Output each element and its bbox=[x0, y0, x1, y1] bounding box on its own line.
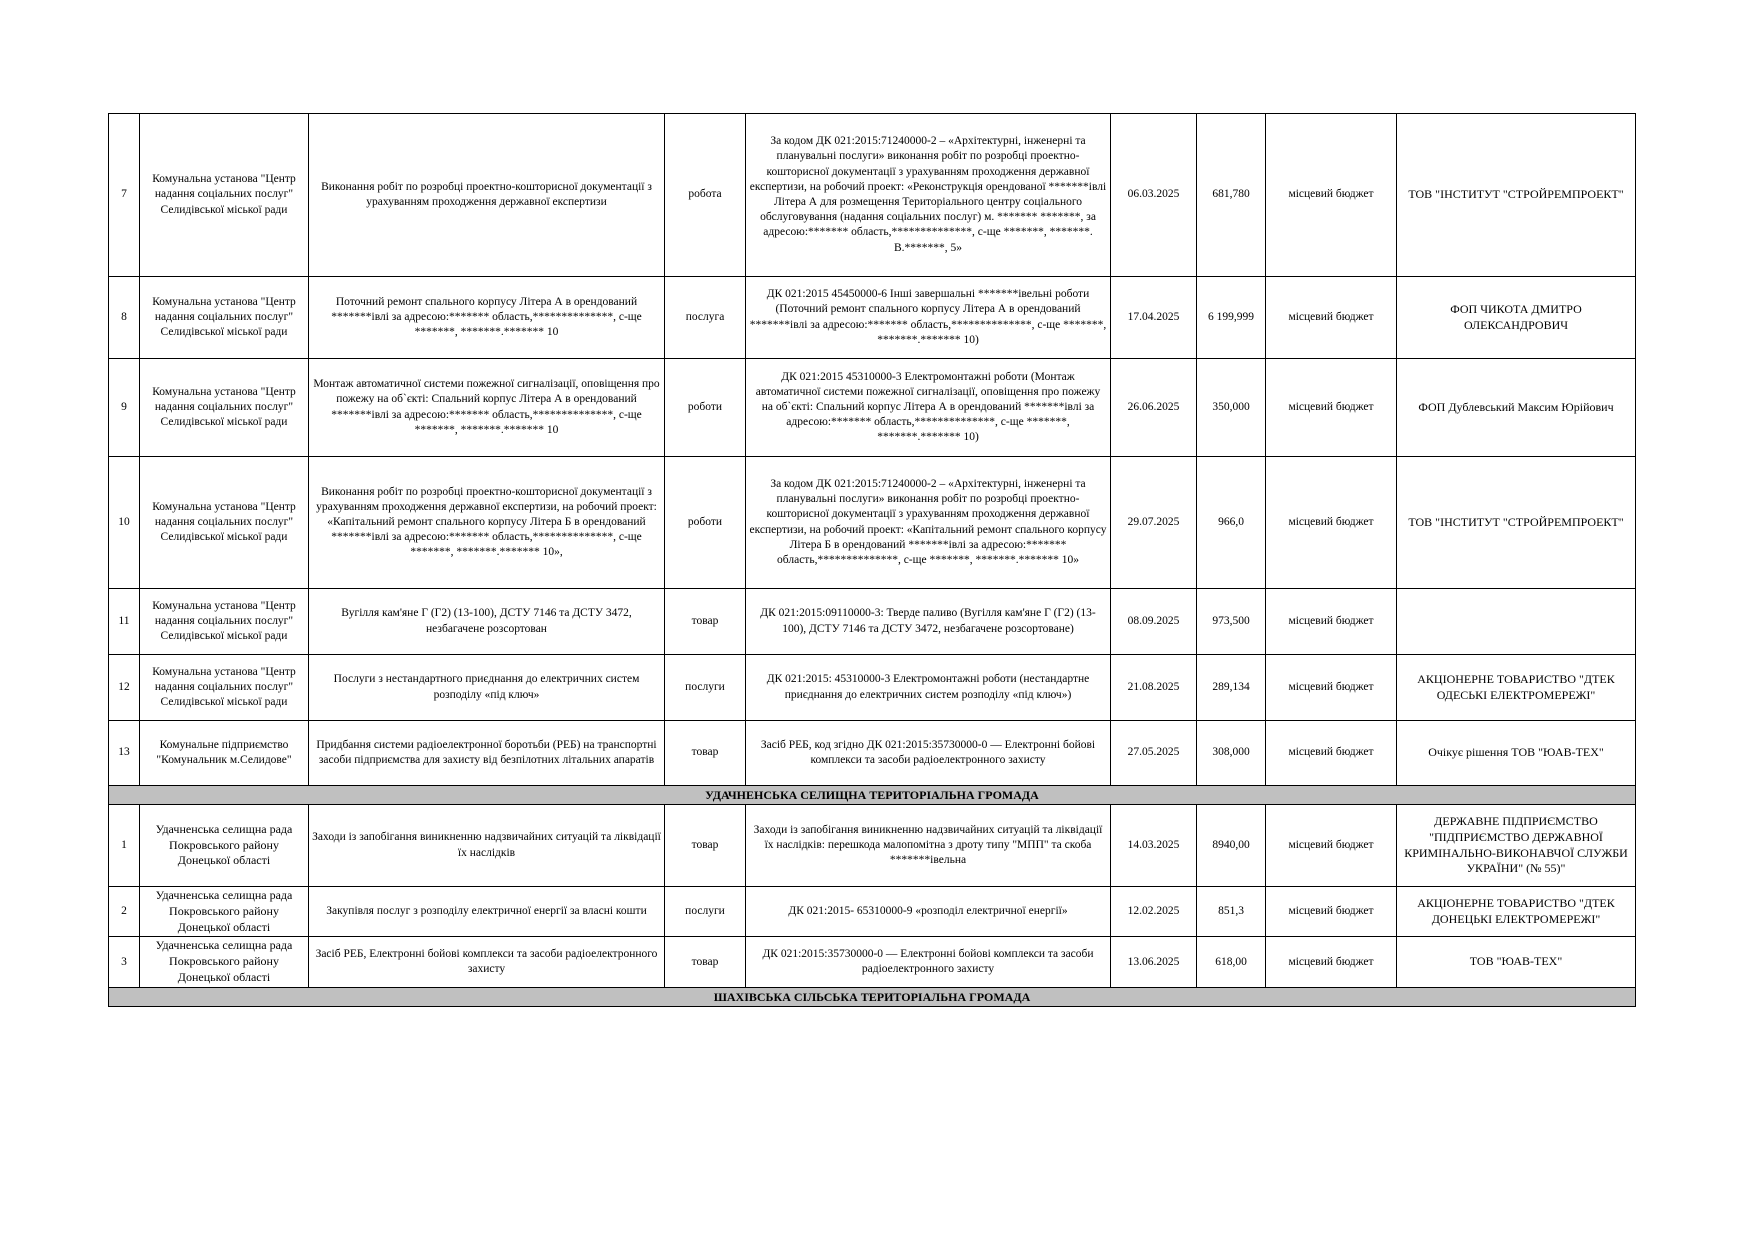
subject-cell: Вугілля кам'яне Г (Г2) (13-100), ДСТУ 7146 та ДСТУ 3472, незбагачене розсортован bbox=[309, 589, 665, 655]
amount-cell: 289,134 bbox=[1197, 655, 1266, 721]
table-row bbox=[109, 937, 1636, 987]
procurement-table bbox=[108, 113, 1636, 1007]
supplier-cell: ФОП Дублевський Максим Юрійович bbox=[1397, 359, 1636, 457]
code-cell: ДК 021:2015:09110000-3: Тверде паливо (Вугілля кам'яне Г (Г2) (13-100), ДСТУ 7146 та ДСТУ 3472, незбагачене розсортоване) bbox=[746, 589, 1111, 655]
amount-cell: 681,780 bbox=[1197, 114, 1266, 277]
code-cell: ДК 021:2015 45310000-3 Електромонтажні роботи (Монтаж автоматичної системи пожежної сигналізації, оповіщення про пожежу на об`єкті: Спальний корпус Літера А в орендований *******івлі за адресою:******* область,**************, с-ще *******, *******.******* 10) bbox=[746, 359, 1111, 457]
date-cell: 29.07.2025 bbox=[1111, 457, 1197, 589]
customer-cell: Комунальне підприємство "Комунальник м.Селидове" bbox=[140, 721, 309, 786]
code-cell: ДК 021:2015:35730000-0 — Електронні бойові комплекси та засоби радіоелектронного захисту bbox=[746, 937, 1111, 987]
supplier-cell: Очікує рішення ТОВ "ЮАВ-ТЕХ" bbox=[1397, 721, 1636, 786]
code-cell: ДК 021:2015- 65310000-9 «розподіл електричної енергії» bbox=[746, 887, 1111, 937]
subject-cell: Закупівля послуг з розподілу електричної енергії за власні кошти bbox=[309, 887, 665, 937]
row-number: 10 bbox=[109, 457, 140, 589]
budget-cell: місцевий бюджет bbox=[1266, 805, 1397, 887]
table-row bbox=[109, 277, 1636, 359]
row-number: 13 bbox=[109, 721, 140, 786]
table-row bbox=[109, 457, 1636, 589]
row-number: 11 bbox=[109, 589, 140, 655]
row-number: 7 bbox=[109, 114, 140, 277]
type-cell: робота bbox=[665, 114, 746, 277]
customer-cell: Комунальна установа "Центр надання соціальних послуг" Селидівської міської ради bbox=[140, 589, 309, 655]
budget-cell: місцевий бюджет bbox=[1266, 114, 1397, 277]
row-number: 3 bbox=[109, 937, 140, 987]
subject-cell: Монтаж автоматичної системи пожежної сигналізації, оповіщення про пожежу на об`єкті: Спальний корпус Літера А в орендований *******івлі за адресою:******* область,**************, с-ще *******, *******.******* 10 bbox=[309, 359, 665, 457]
type-cell: роботи bbox=[665, 457, 746, 589]
date-cell: 14.03.2025 bbox=[1111, 805, 1197, 887]
code-cell: ДК 021:2015: 45310000-3 Електромонтажні роботи (нестандартне приєднання до електричних систем розподілу «під ключ») bbox=[746, 655, 1111, 721]
row-number: 2 bbox=[109, 887, 140, 937]
date-cell: 17.04.2025 bbox=[1111, 277, 1197, 359]
table-row bbox=[109, 114, 1636, 277]
supplier-cell: ТОВ "ІНСТИТУТ "СТРОЙРЕМПРОЕКТ" bbox=[1397, 114, 1636, 277]
table-row bbox=[109, 589, 1636, 655]
customer-cell: Комунальна установа "Центр надання соціальних послуг" Селидівської міської ради bbox=[140, 457, 309, 589]
amount-cell: 966,0 bbox=[1197, 457, 1266, 589]
code-cell: ДК 021:2015 45450000-6 Інші завершальні *******івельні роботи (Поточний ремонт спального корпусу Літера А в орендований *******івлі за адресою:******* область,**************, с-ще *******, *******.******* 10) bbox=[746, 277, 1111, 359]
date-cell: 12.02.2025 bbox=[1111, 887, 1197, 937]
supplier-cell: ТОВ "ІНСТИТУТ "СТРОЙРЕМПРОЕКТ" bbox=[1397, 457, 1636, 589]
date-cell: 26.06.2025 bbox=[1111, 359, 1197, 457]
section-row bbox=[109, 987, 1636, 1006]
table-row bbox=[109, 805, 1636, 887]
supplier-cell: ТОВ "ЮАВ-ТЕХ" bbox=[1397, 937, 1636, 987]
table-row bbox=[109, 359, 1636, 457]
budget-cell: місцевий бюджет bbox=[1266, 655, 1397, 721]
row-number: 8 bbox=[109, 277, 140, 359]
date-cell: 08.09.2025 bbox=[1111, 589, 1197, 655]
budget-cell: місцевий бюджет bbox=[1266, 887, 1397, 937]
budget-cell: місцевий бюджет bbox=[1266, 277, 1397, 359]
row-number: 12 bbox=[109, 655, 140, 721]
amount-cell: 350,000 bbox=[1197, 359, 1266, 457]
subject-cell: Виконання робіт по розробці проектно-кошторисної документації з урахуванням проходження державної експертизи bbox=[309, 114, 665, 277]
type-cell: товар bbox=[665, 805, 746, 887]
type-cell: товар bbox=[665, 937, 746, 987]
customer-cell: Удачненська селищна рада Покровського району Донецької області bbox=[140, 887, 309, 937]
amount-cell: 8940,00 bbox=[1197, 805, 1266, 887]
subject-cell: Послуги з нестандартного приєднання до електричних систем розподілу «під ключ» bbox=[309, 655, 665, 721]
row-number: 9 bbox=[109, 359, 140, 457]
date-cell: 06.03.2025 bbox=[1111, 114, 1197, 277]
table-row bbox=[109, 721, 1636, 786]
type-cell: роботи bbox=[665, 359, 746, 457]
amount-cell: 851,3 bbox=[1197, 887, 1266, 937]
code-cell: За кодом ДК 021:2015:71240000-2 – «Архітектурні, інженерні та планувальні послуги» виконання робіт по розробці проектно-кошторисної документації з урахуванням проходження державної експертизи, на робочий проект: «Реконструкція орендованої *******івлі Літера А для розмещення Територіального центру соціального обслуговування (надання соціальних послуг) м. ******* *******, за адресою:******* область,**************, с-ще *******, *******. В.*******, 5» bbox=[746, 114, 1111, 277]
budget-cell: місцевий бюджет bbox=[1266, 359, 1397, 457]
date-cell: 13.06.2025 bbox=[1111, 937, 1197, 987]
amount-cell: 6 199,999 bbox=[1197, 277, 1266, 359]
section-header-shakhove: ШАХІВСЬКА СІЛЬСЬКА ТЕРИТОРІАЛЬНА ГРОМАДА bbox=[109, 987, 1636, 1006]
customer-cell: Комунальна установа "Центр надання соціальних послуг" Селидівської міської ради bbox=[140, 114, 309, 277]
subject-cell: Виконання робіт по розробці проектно-кошторисної документації з урахуванням проходження державної експертизи, на робочий проект: «Капітальний ремонт спального корпусу Літера Б в орендований *******івлі за адресою:******* область,**************, с-ще *******, *******.******* 10», bbox=[309, 457, 665, 589]
budget-cell: місцевий бюджет bbox=[1266, 457, 1397, 589]
supplier-cell: ДЕРЖАВНЕ ПІДПРИЄМСТВО "ПІДПРИЄМСТВО ДЕРЖАВНОЇ КРИМІНАЛЬНО-ВИКОНАВЧОЇ СЛУЖБИ УКРАЇНИ" (№ 55)" bbox=[1397, 805, 1636, 887]
budget-cell: місцевий бюджет bbox=[1266, 589, 1397, 655]
section-header-udachne: УДАЧНЕНСЬКА СЕЛИЩНА ТЕРИТОРІАЛЬНА ГРОМАДА bbox=[109, 786, 1636, 805]
supplier-cell: АКЦІОНЕРНЕ ТОВАРИСТВО "ДТЕК ДОНЕЦЬКІ ЕЛЕКТРОМЕРЕЖІ" bbox=[1397, 887, 1636, 937]
code-cell: Засіб РЕБ, код згідно ДК 021:2015:35730000-0 — Електронні бойові комплекси та засоби радіоелектронного захисту bbox=[746, 721, 1111, 786]
type-cell: товар bbox=[665, 589, 746, 655]
code-cell: За кодом ДК 021:2015:71240000-2 – «Архітектурні, інженерні та планувальні послуги» виконання робіт по розробці проектно-кошторисної документації з урахуванням проходження державної експертизи, на робочий проект: «Капітальний ремонт спального корпусу Літера Б в орендований *******івлі за адресою:******* область,**************, с-ще *******, *******.******* 10» bbox=[746, 457, 1111, 589]
subject-cell: Придбання системи радіоелектронної боротьби (РЕБ) на транспортні засоби підприємства для захисту від безпілотних літальних апаратів bbox=[309, 721, 665, 786]
supplier-cell: ФОП ЧИКОТА ДМИТРО ОЛЕКСАНДРОВИЧ bbox=[1397, 277, 1636, 359]
supplier-cell: АКЦІОНЕРНЕ ТОВАРИСТВО "ДТЕК ОДЕСЬКІ ЕЛЕКТРОМЕРЕЖІ" bbox=[1397, 655, 1636, 721]
type-cell: послуга bbox=[665, 277, 746, 359]
row-number: 1 bbox=[109, 805, 140, 887]
date-cell: 21.08.2025 bbox=[1111, 655, 1197, 721]
budget-cell: місцевий бюджет bbox=[1266, 721, 1397, 786]
budget-cell: місцевий бюджет bbox=[1266, 937, 1397, 987]
subject-cell: Поточний ремонт спального корпусу Літера А в орендований *******івлі за адресою:******* область,**************, с-ще *******, *******.******* 10 bbox=[309, 277, 665, 359]
customer-cell: Комунальна установа "Центр надання соціальних послуг" Селидівської міської ради bbox=[140, 277, 309, 359]
date-cell: 27.05.2025 bbox=[1111, 721, 1197, 786]
subject-cell: Заходи із запобігання виникненню надзвичайних ситуацій та ліквідації їх наслідків bbox=[309, 805, 665, 887]
table-row bbox=[109, 655, 1636, 721]
customer-cell: Удачненська селищна рада Покровського району Донецької області bbox=[140, 805, 309, 887]
section-row bbox=[109, 786, 1636, 805]
code-cell: Заходи із запобігання виникненню надзвичайних ситуацій та ліквідації їх наслідків: перешкода малопомітна з дроту типу "МПП" та скоба *******івельна bbox=[746, 805, 1111, 887]
amount-cell: 618,00 bbox=[1197, 937, 1266, 987]
supplier-cell bbox=[1397, 589, 1636, 655]
subject-cell: Засіб РЕБ, Електронні бойові комплекси та засоби радіоелектронного захисту bbox=[309, 937, 665, 987]
amount-cell: 973,500 bbox=[1197, 589, 1266, 655]
customer-cell: Комунальна установа "Центр надання соціальних послуг" Селидівської міської ради bbox=[140, 655, 309, 721]
customer-cell: Удачненська селищна рада Покровського району Донецької області bbox=[140, 937, 309, 987]
type-cell: послуги bbox=[665, 887, 746, 937]
type-cell: товар bbox=[665, 721, 746, 786]
type-cell: послуги bbox=[665, 655, 746, 721]
amount-cell: 308,000 bbox=[1197, 721, 1266, 786]
table-row bbox=[109, 887, 1636, 937]
customer-cell: Комунальна установа "Центр надання соціальних послуг" Селидівської міської ради bbox=[140, 359, 309, 457]
